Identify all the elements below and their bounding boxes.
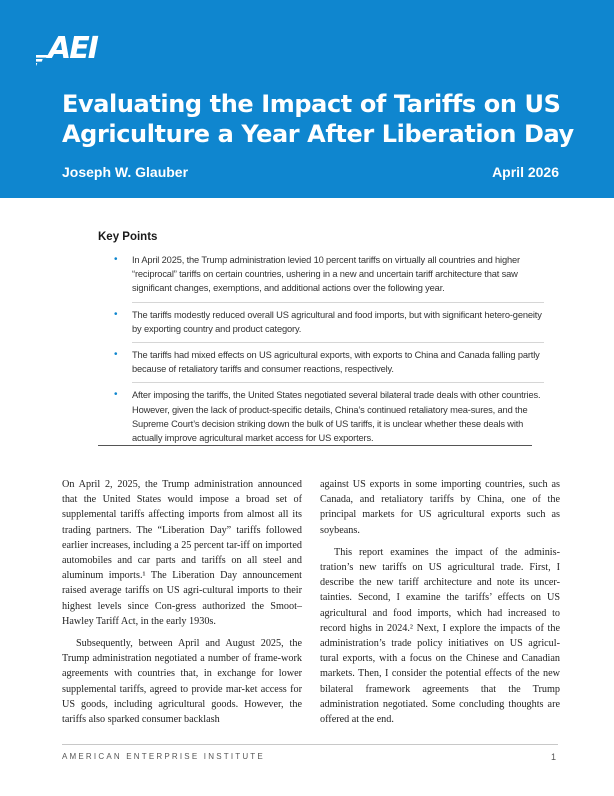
body-paragraph: against US exports in some importing countries, such as Canada, and retaliatory tariffs by China, one of the principal markets for US agricultural exports such as soybeans. <box>320 479 560 536</box>
key-point-text: The tariffs had mixed effects on US agricultural exports, with exports to China and Canada falling partly because of retaliatory tariffs and consumer reactions, respectively. <box>132 350 540 375</box>
footer-divider <box>62 744 558 745</box>
bullet-icon: • <box>114 349 118 361</box>
report-title: Evaluating the Impact of Tariffs on US Agriculture a Year After Liberation Day <box>62 90 574 148</box>
divider <box>132 382 544 383</box>
bullet-icon: • <box>114 308 118 320</box>
divider <box>132 342 544 343</box>
aei-logo <box>36 28 116 68</box>
key-point-item <box>114 253 544 296</box>
bullet-icon: • <box>114 254 118 265</box>
publication-date: April 2026 <box>492 164 559 180</box>
key-points-list <box>114 253 544 445</box>
key-points-heading: Key Points <box>98 231 158 243</box>
logo-text: AEI <box>48 31 97 66</box>
divider <box>132 302 544 303</box>
key-point-item <box>114 348 544 376</box>
key-point-item <box>114 388 544 445</box>
key-point-text: After imposing the tariffs, the United States negotiated several bilateral trade deals with other countries. However, given the lack of product-specific details, China’s continued retaliatory mea-sures, and the Supreme Court’s decision striking down the bulk of US tariffs, it is unclear whether these deals with actually improve agricultural market access for US exporters. <box>132 390 541 444</box>
report-header <box>0 0 614 198</box>
bullet-icon: • <box>114 389 118 401</box>
author-name: Joseph W. Glauber <box>62 164 189 180</box>
body-column-right <box>320 477 560 734</box>
page-number: 1 <box>550 752 556 762</box>
key-point-item <box>114 308 544 336</box>
body-paragraph: This report examines the impact of the adminis-tration’s new tariffs on US agricultural trade. First, I describe the new tariff architecture and note its uncer-tainties. Second, I examine the tariffs’ effects on US agricultural and food imports, which had increased to record highs in 2024.² Next, I explore the impacts of the administration’s trade policy initiatives on US agricul-tural exports, with a focus on the Chinese and Canadian markets. Then, I consider the potential effects of the new bilateral framework agreements that the Trump administration negotiated. Some concluding thoughts are offered at the end. <box>320 546 560 726</box>
body-paragraph: On April 2, 2025, the Trump administration announced that the United States would impose a broad set of supplemental tariffs affecting imports from almost all its trading partners. The “Liberation Day” tariffs followed earlier increases, including a 25 percent tar-iff on imported automobiles and car parts and tariffs on all steel and aluminum imports.¹ The Liberation Day announcement raised average tariffs on US agri-cultural imports to their highest levels since Con-gress authorized the Smoot–Hawley Tariff Act, in the early 1930s. <box>62 479 302 627</box>
body-paragraph: Subsequently, between April and August 2025, the Trump administration negotiated a number of frame-work agreements with countries that, in exchange for lower supplemental tariffs, agreed to provide mar-ket access for US goods, including agricultural goods. However, the tariffs also sparked consumer backlash <box>62 638 302 726</box>
footer-publisher: AMERICAN ENTERPRISE INSTITUTE <box>62 752 265 761</box>
key-point-text: In April 2025, the Trump administration levied 10 percent tariffs on virtually all countries and higher “reciprocal” tariffs on certain countries, ushering in a new and uncertain tariff architecture that saw significant changes, exemptions, and additional actions over the following year. <box>132 255 520 294</box>
body-column-left <box>62 477 302 734</box>
key-point-text: The tariffs modestly reduced overall US agricultural and food imports, but with significant hetero-geneity by exporting country and product category. <box>132 309 542 334</box>
key-points-bottom-rule <box>98 445 532 446</box>
